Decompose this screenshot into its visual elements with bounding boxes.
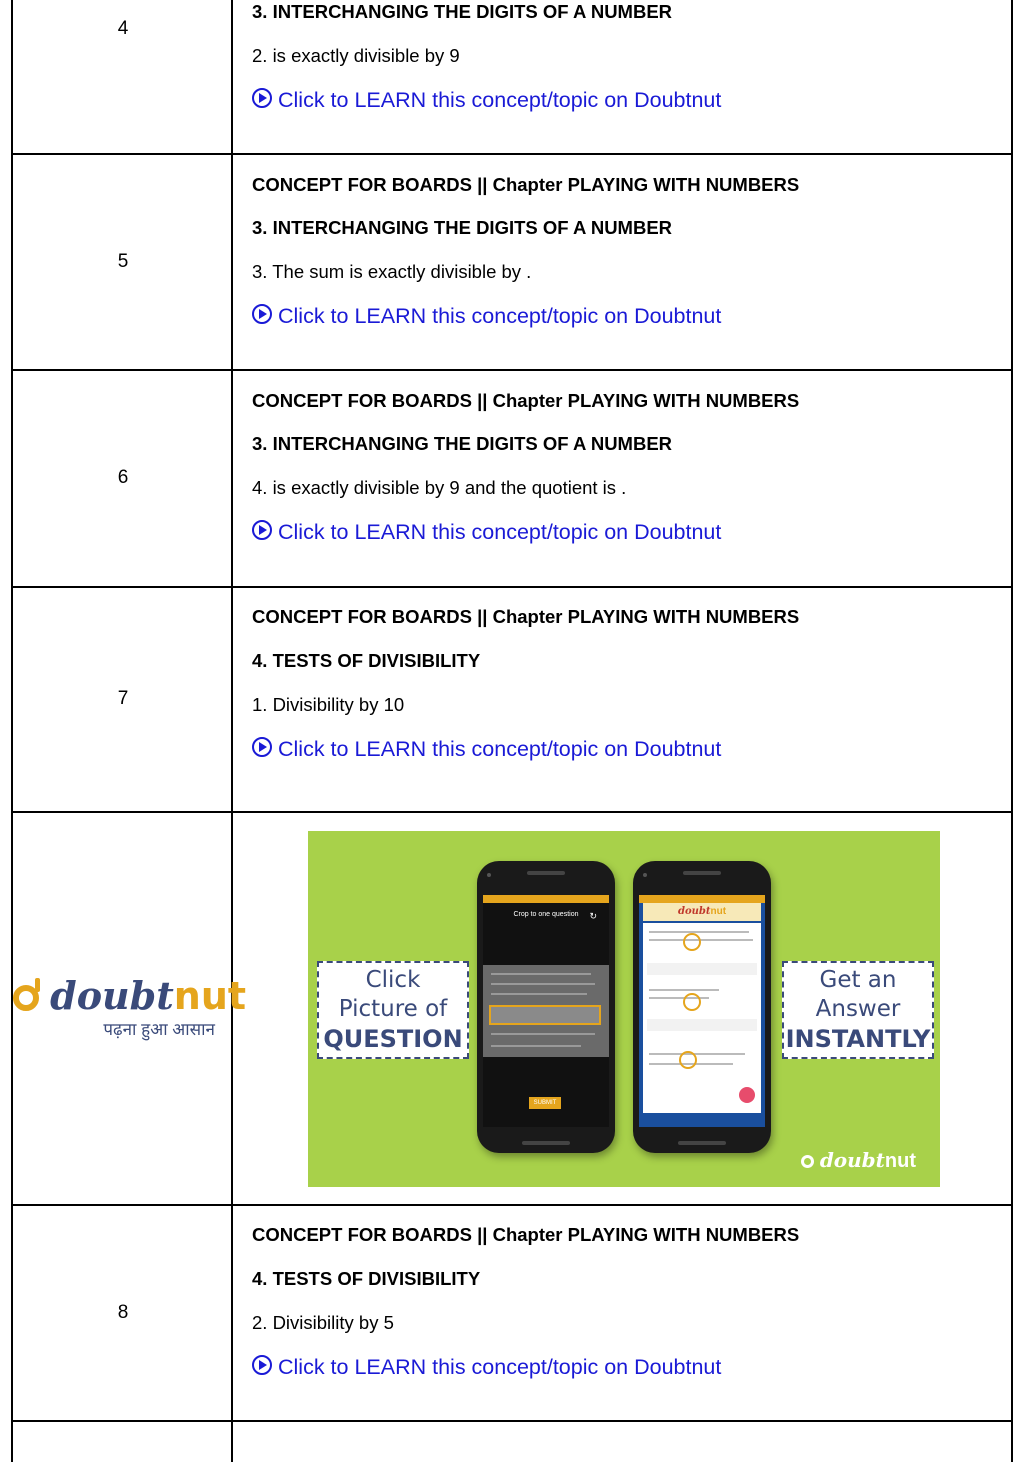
chapter-heading: CONCEPT FOR BOARDS || Chapter PLAYING WITH NUMBERS [252,390,800,411]
learn-link[interactable]: Click to LEARN this concept/topic on Doubtnut [252,520,721,545]
topic-heading: 4. TESTS OF DIVISIBILITY [252,650,481,671]
table-row [11,155,1013,371]
doubtnut-watermark-icon [801,1155,814,1168]
play-circle-icon [252,1355,272,1375]
row-number: 5 [117,251,129,272]
click-picture-callout: Click Picture of QUESTION [317,961,469,1059]
question-text: 2. Divisibility by 5 [252,1312,394,1333]
table-row [11,0,1013,155]
number-cell [13,155,233,369]
learn-link[interactable]: Click to LEARN this concept/topic on Doubtnut [252,88,721,113]
concept-table [11,0,1013,1462]
table-row [11,1206,1013,1422]
rotate-icon: ↻ [589,911,597,921]
logo-tagline: पढ़ना हुआ आसान [103,1020,215,1039]
row-number: 4 [117,18,129,39]
doubtnut-watermark: doubtnut [801,1148,916,1173]
question-text: 4. is exactly divisible by 9 and the quotient is . [252,477,627,498]
learn-link[interactable]: Click to LEARN this concept/topic on Doubtnut [252,737,721,762]
app-promo-banner[interactable] [308,831,940,1187]
topic-heading: 3. INTERCHANGING THE DIGITS OF A NUMBER [252,433,673,454]
question-text: 2. is exactly divisible by 9 [252,45,460,66]
chapter-heading: CONCEPT FOR BOARDS || Chapter PLAYING WITH NUMBERS [252,606,800,627]
number-cell [13,1422,233,1462]
learn-link[interactable]: Click to LEARN this concept/topic on Doubtnut [252,1355,721,1380]
row-number: 6 [117,467,129,488]
number-cell [13,588,233,811]
question-text: 1. Divisibility by 10 [252,694,405,715]
learn-link[interactable]: Click to LEARN this concept/topic on Doubtnut [252,304,721,329]
number-cell [13,371,233,586]
topic-heading: 4. TESTS OF DIVISIBILITY [252,1268,481,1289]
get-answer-callout: Get an Answer INSTANTLY [782,961,934,1059]
table-row [11,371,1013,588]
question-text: 3. The sum is exactly divisible by . [252,261,532,282]
ad-row [11,813,1013,1206]
number-cell [13,0,233,153]
table-row [11,1422,1013,1462]
chapter-heading: CONCEPT FOR BOARDS || Chapter PLAYING WITH NUMBERS [252,1224,800,1245]
play-circle-icon [252,737,272,757]
doubtnut-logo-icon [13,985,39,1011]
phone-camera-mockup: Crop to one question ↻ SUBMIT [477,861,615,1153]
play-circle-icon [252,520,272,540]
number-cell [13,1206,233,1420]
play-circle-icon [252,88,272,108]
row-number: 8 [117,1302,129,1323]
doubtnut-logo: doubtnut पढ़ना हुआ आसान [13,975,233,1040]
topic-heading: 3. INTERCHANGING THE DIGITS OF A NUMBER [252,1,673,22]
table-row [11,588,1013,813]
topic-heading: 3. INTERCHANGING THE DIGITS OF A NUMBER [252,217,673,238]
play-circle-icon [252,304,272,324]
chapter-heading: CONCEPT FOR BOARDS || Chapter PLAYING WITH NUMBERS [252,174,800,195]
phone-answer-mockup: doubtnut [633,861,771,1153]
row-number: 7 [117,688,129,709]
submit-button: SUBMIT [529,1097,561,1109]
logo-cell [13,813,247,1204]
